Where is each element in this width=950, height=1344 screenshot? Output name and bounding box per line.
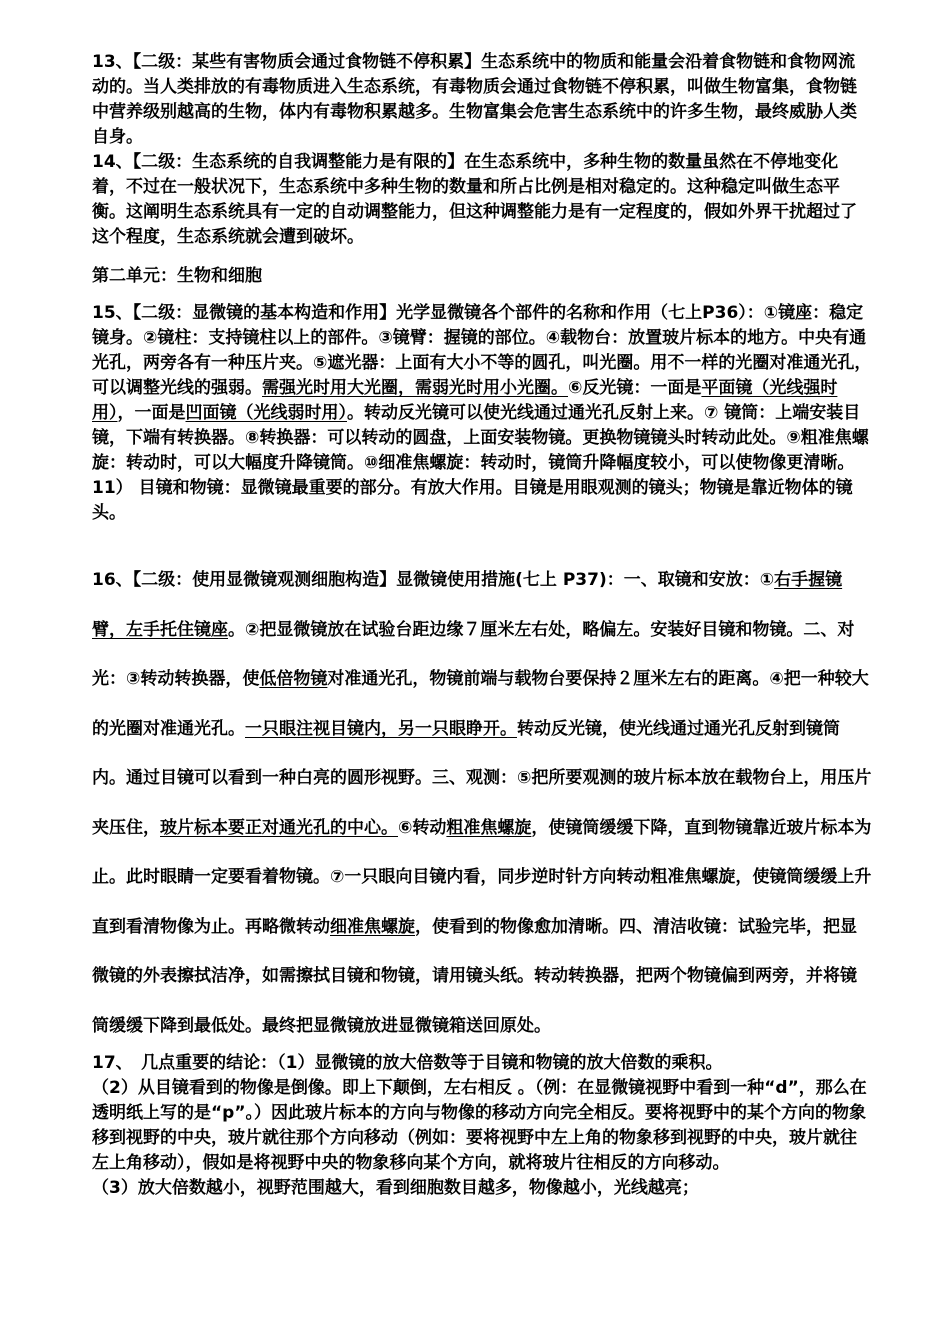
p16-underline-eyes: 一只眼注视目镜内，另一只眼睁开。 [245,718,517,739]
unit-heading: 第二单元：生物和细胞 [92,266,262,286]
p15-text-b: ⑥反光镜：一面是 [568,378,702,398]
spacer [92,526,872,542]
p16-underline-center: 玻片标本要正对通光孔的中心。 [160,817,398,838]
p15-text-a: 15、【二级：显微镜的基本构造和作用】光学显微镜各个部件的名称和作用（七上P36）：①镜座：稳定镜身。②镜柱：支持镜柱以上的部件。③镜臂：握镜的部位。④载物台：放置玻片标本的地方。中央有通光孔，两旁各有一种压片夹。⑤遮光器：上面有大小不等的圆孔，叫光圈。用不一样的光圈对准通光孔，可以调整光线的强弱。 [92,303,872,398]
paragraph-17-line-1: 17、 几点重要的结论：（1）显微镜的放大倍数等于目镜和物镜的放大倍数的乘积。 [92,1053,723,1073]
p16-text-e: ⑥转动 [398,817,447,838]
p15-underline-concave-mirror: 凹面镜（光线弱时用） [185,403,347,423]
paragraph-17-line-3: （3）放大倍数越小，视野范围越大，看到细胞数目越多，物像越小，光线越亮； [92,1178,699,1198]
paragraph-14: 14、【二级：生态系统的自我调整能力是有限的】在生态系统中，多种生物的数量虽然在不停地变化着，不过在一般状况下，生态系统中多种生物的数量和所占比例是相对稳定的。这种稳定叫做生态平衡。这阐明生态系统具有一定的自动调整能力，但这种调整能力是有一定程度的，假如外界干扰超过了这个程度，生态系统就会遭到破坏。 [92,152,857,247]
p16-underline-low-objective: 低倍物镜 [259,669,328,689]
document-page [92,50,872,1201]
p15-text-c: ，一面是 [117,403,186,423]
paragraph-16 [92,556,872,1051]
p15-underline-aperture: 需强光时用大光圈，需弱光时用小光圈。 [262,378,568,398]
p16-text-g: ，使看到的物像愈加清晰。四、清洁收镜：试验完毕，把显微镜的外表擦拭洁净，如需擦拭目镜和物镜，请用镜头纸。转动转换器，把两个物镜偏到两旁，并将镜筒缓缓下降到最低处。最终把显微镜放进显微镜箱送回原处。 [92,916,857,1036]
paragraph-13: 13、【二级：某些有害物质会通过食物链不停积累】生态系统中的物质和能量会沿着食物链和食物网流动的。当人类排放的有毒物质进入生态系统，有毒物质会通过食物链不停积累，叫做生物富集，食物链中营养级别越高的生物，体内有毒物积累越多。生物富集会危害生态系统中的许多生物，最终威胁人类自身。 [92,52,857,147]
p16-underline-hold: 右手握镜臂，左手托住镜座 [92,570,843,640]
p16-text-a: 16、【二级：使用显微镜观测细胞构造】显微镜使用措施(七上 P37)：一、取镜和安放：① [92,570,775,590]
paragraph-15 [92,301,872,526]
p16-text-f: ，使镜筒缓缓下降，直到物镜靠近玻片标本为止。此时眼睛一定要看着物镜。⑦一只眼向目镜内看，同步逆时针方向转动粗准焦螺旋，使镜筒缓缓上升直到看清物像为止。再略微转动 [92,817,872,937]
p15-underline-flat-mirror: 平面镜（光线强时用） [92,378,838,423]
p16-underline-coarse-focus: 粗准焦螺旋 [446,817,532,838]
p15-text-d: 。转动反光镜可以使光线通过通光孔反射上来。⑦ 镜筒：上端安装目镜，下端有转换器。⑧转换器：可以转动的圆盘，上面安装物镜。更换物镜镜头时转动此处。⑨粗准焦螺旋：转动时，可以大幅度升降镜筒。⑩细准焦螺旋：转动时，镜筒升降幅度较小，可以使物像更清晰。11） 目镜和物镜：显微镜最重要的部分。有放大作用。目镜是用眼观测的镜头；物镜是靠近物体的镜头。 [92,403,869,523]
p16-text-b: 。②把显微镜放在试验台距边缘７厘米左右处，略偏左。安装好目镜和物镜。二、对光：③转动转换器，使 [92,619,855,689]
p16-underline-fine-focus: 细准焦螺旋 [330,916,415,937]
p16-text-c: 对准通光孔，物镜前端与载物台要保持２厘米左右的距离。④把一种较大的光圈对准通光孔。 [92,669,869,739]
p16-text-d: 转动反光镜，使光线通过通光孔反射到镜筒内。通过目镜可以看到一种白亮的圆形视野。三、观测：⑤把所要观测的玻片标本放在载物台上，用压片夹压住， [92,718,872,838]
paragraph-17-line-2: （2）从目镜看到的物像是倒像。即上下颠倒，左右相反 。（例：在显微镜视野中看到一种“d”，那么在透明纸上写的是“p”。）因此玻片标本的方向与物像的移动方向完全相反。要将视野中的某个方向的物象移到视野的中央，玻片就往那个方向移动（例如：要将视野中左上角的物象移到视野的中央，玻片就往左上角移动），假如是将视野中央的物象移向某个方向，就将玻片往相反的方向移动。 [92,1078,867,1173]
